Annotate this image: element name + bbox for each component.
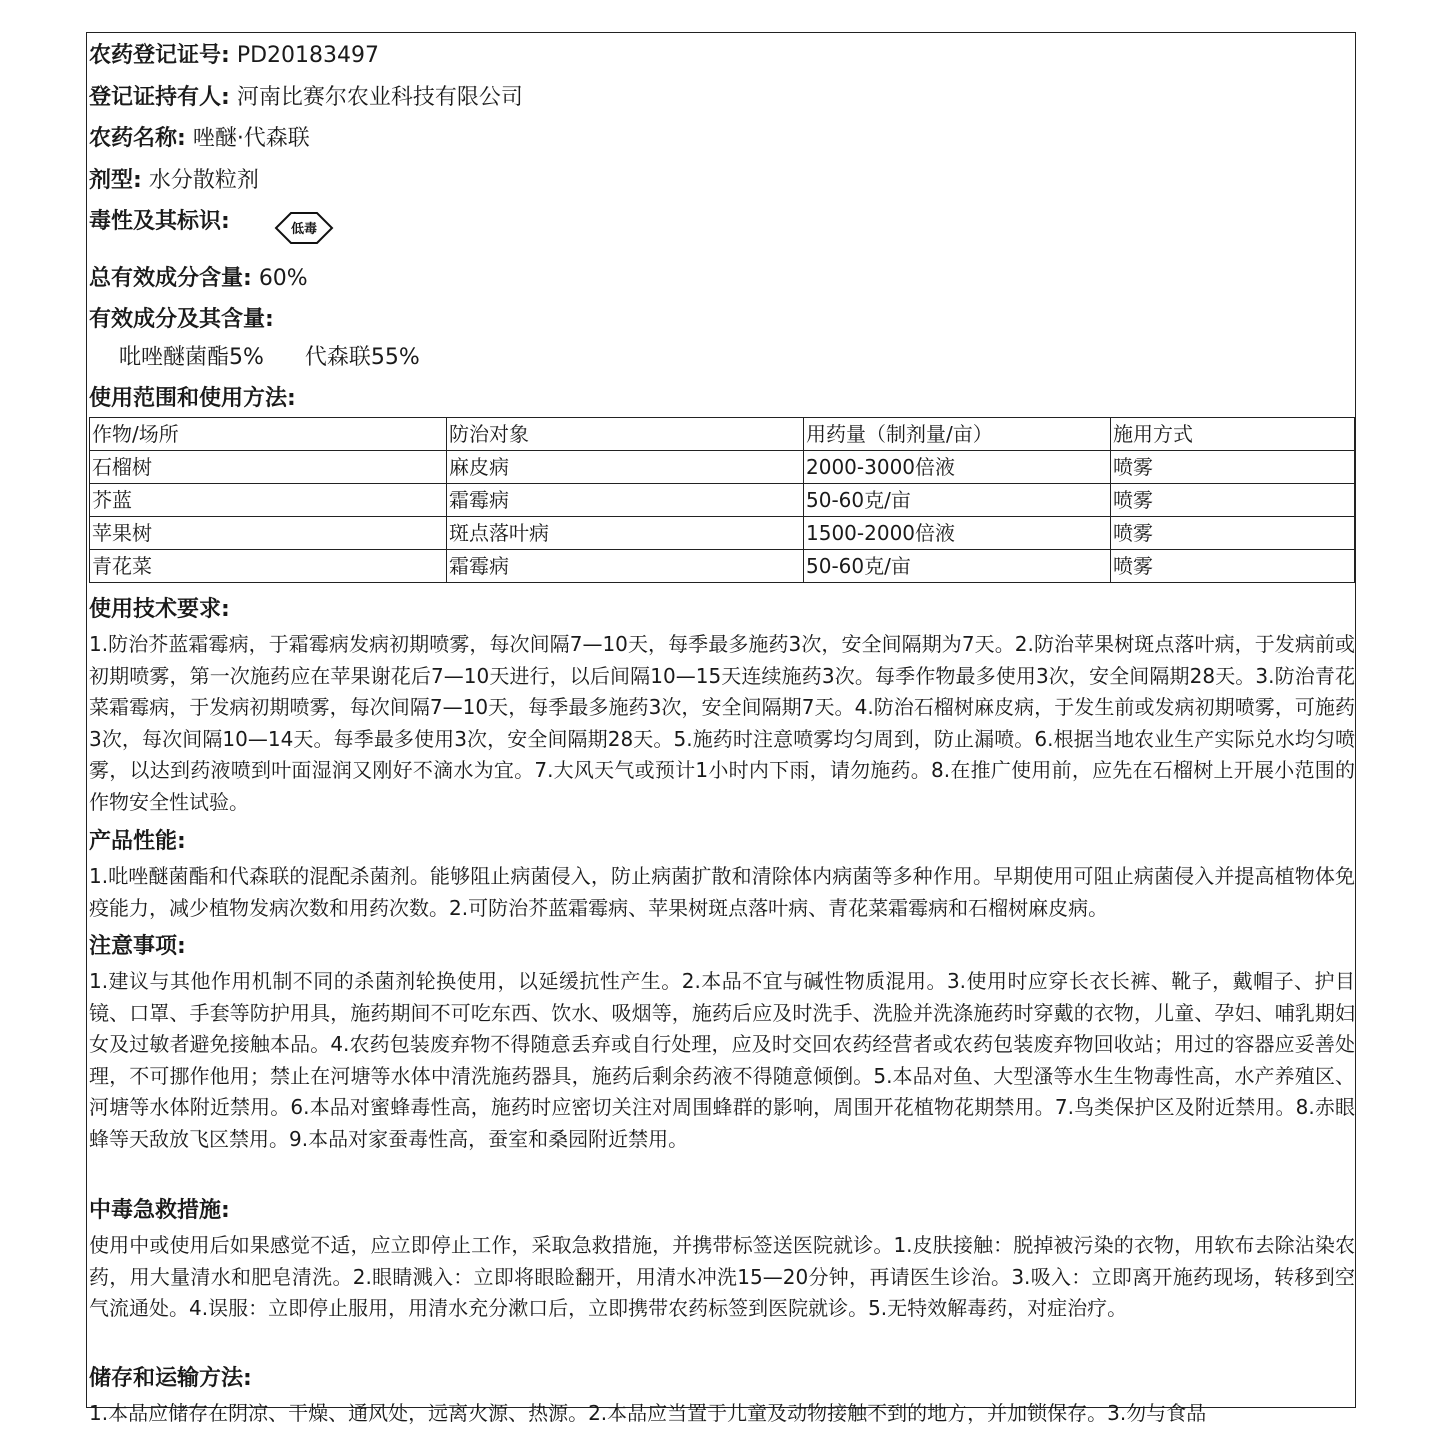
tech-heading: 使用技术要求: [89,597,230,622]
total-content-value: 60% [258,266,308,291]
performance-text: 1.吡唑醚菌酯和代森联的混配杀菌剂。能够阻止病菌侵入，防止病菌扩散和清除体内病菌等多种作用。早期使用可阻止病菌侵入并提高植物体免疫能力，减少植物发病次数和用药次数。2.可防治芥蓝霜霉病、苹果树斑点落叶病、青花菜霜霉病和石榴树麻皮病。 [89,864,1355,920]
ingredients-row [89,305,274,335]
table-row [90,451,1355,484]
storage-text: 1.本品应储存在阴凉、干燥、通风处，远离火源、热源。2.本品应当置于儿童及动物接触不到的地方，并加锁保存。3.勿与食品 [89,1401,1207,1425]
table-row [90,517,1355,550]
table-cell: 石榴树 [90,451,447,484]
formulation-label: 剂型: [89,168,142,193]
ingredients-label: 有效成分及其含量: [89,307,274,332]
total-content-row [89,264,308,294]
pesticide-name-row [89,124,310,154]
table-cell: 苹果树 [90,517,447,550]
label-frame [86,32,1356,1425]
table-cell: 喷雾 [1111,550,1355,583]
holder-value: 河南比赛尔农业科技有限公司 [236,85,523,110]
formulation-value: 水分散粒剂 [148,168,259,193]
registration-no-row [89,41,379,71]
pesticide-name-value: 唑醚·代森联 [192,126,310,151]
total-content-label: 总有效成分含量: [89,266,252,291]
performance-heading: 产品性能: [89,829,186,854]
table-header-cell: 施用方式 [1111,418,1355,451]
table-cell: 50-60克/亩 [804,484,1111,517]
table-header-cell: 作物/场所 [90,418,447,451]
toxicity-label: 毒性及其标识: [89,209,230,234]
toxicity-row [89,207,230,237]
table-row [90,550,1355,583]
storage-heading: 储存和运输方法: [89,1366,252,1391]
table-cell: 2000-3000倍液 [804,451,1111,484]
ingredient-item: 吡唑醚菌酯5% [119,345,264,370]
table-cell: 麻皮病 [447,451,804,484]
table-cell: 50-60克/亩 [804,550,1111,583]
table-cell: 芥蓝 [90,484,447,517]
table-header-cell: 防治对象 [447,418,804,451]
registration-no-value: PD20183497 [236,43,379,68]
table-row [90,484,1355,517]
usage-table [89,417,1355,583]
tech-text: 1.防治芥蓝霜霉病，于霜霉病发病初期喷雾，每次间隔7—10天，每季最多施药3次，安全间隔期为7天。2.防治苹果树斑点落叶病，于发病前或初期喷雾，第一次施药应在苹果谢花后7—10天进行，以后间隔10—15天连续施药3次。每季作物最多使用3次，安全间隔期28天。3.防治青花菜霜霉病，于发病初期喷雾，每次间隔7—10天，每季最多施药3次，安全间隔期7天。4.防治石榴树麻皮病，于发生前或发病初期喷雾，可施药3次，每次间隔10—14天。每季最多使用3次，安全间隔期28天。5.施药时注意喷雾均匀周到，防止漏喷。6.根据当地农业生产实际兑水均匀喷雾，以达到药液喷到叶面湿润又刚好不滴水为宜。7.大风天气或预计1小时内下雨，请勿施药。8.在推广使用前，应先在石榴树上开展小范围的作物安全性试验。 [89,632,1355,814]
first-aid-heading: 中毒急救措施: [89,1198,230,1223]
holder-row [89,83,523,113]
cautions-text: 1.建议与其他作用机制不同的杀菌剂轮换使用，以延缓抗性产生。2.本品不宜与碱性物质混用。3.使用时应穿长衣长裤、靴子，戴帽子、护目镜、口罩、手套等防护用具，施药期间不可吃东西、饮水、吸烟等，施药后应及时洗手、洗脸并洗涤施药时穿戴的衣物，儿童、孕妇、哺乳期妇女及过敏者避免接触本品。4.农药包装废弃物不得随意丢弃或自行处理，应及时交回农药经营者或农药包装废弃物回收站；用过的容器应妥善处理，不可挪作他用；禁止在河塘等水体中清洗施药器具，施药后剩余药液不得随意倾倒。5.本品对鱼、大型溞等水生生物毒性高，水产养殖区、河塘等水体附近禁用。6.本品对蜜蜂毒性高，施药时应密切关注对周围蜂群的影响，周围开花植物花期禁用。7.鸟类保护区及附近禁用。8.赤眼蜂等天敌放飞区禁用。9.本品对家蚕毒性高，蚕室和桑园附近禁用。 [89,969,1355,1151]
registration-no-label: 农药登记证号: [89,43,230,68]
table-cell: 喷雾 [1111,451,1355,484]
ingredients-list [119,343,454,373]
table-cell: 青花菜 [90,550,447,583]
table-cell: 霜霉病 [447,484,804,517]
first-aid-text: 使用中或使用后如果感觉不适，应立即停止工作，采取急救措施，并携带标签送医院就诊。1.皮肤接触：脱掉被污染的衣物，用软布去除沾染农药，用大量清水和肥皂清洗。2.眼睛溅入：立即将眼睑翻开，用清水冲洗15—20分钟，再请医生诊治。3.吸入：立即离开施药现场，转移到空气流通处。4.误服：立即停止服用，用清水充分漱口后，立即携带农药标签到医院就诊。5.无特效解毒药，对症治疗。 [89,1233,1355,1321]
table-cell: 斑点落叶病 [447,517,804,550]
formulation-row [89,166,259,196]
usage-heading: 使用范围和使用方法: [89,386,296,411]
table-header-cell: 用药量（制剂量/亩） [804,418,1111,451]
cautions-heading: 注意事项: [89,934,186,959]
table-cell: 霜霉病 [447,550,804,583]
pesticide-name-label: 农药名称: [89,126,186,151]
usage-table-header [90,418,1355,451]
table-cell: 喷雾 [1111,517,1355,550]
table-cell: 喷雾 [1111,484,1355,517]
ingredient-item: 代森联55% [304,345,420,370]
table-cell: 1500-2000倍液 [804,517,1111,550]
low-toxicity-badge-text: 低毒 [290,222,318,237]
holder-label: 登记证持有人: [89,85,230,110]
low-toxicity-diamond-icon [275,211,333,245]
